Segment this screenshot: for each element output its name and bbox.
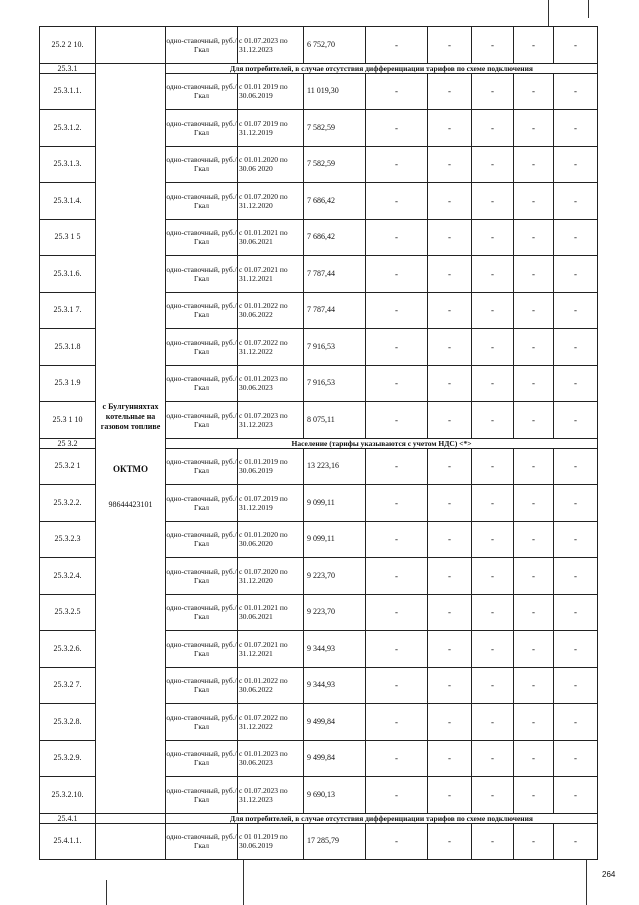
dash-cell: - xyxy=(472,521,514,558)
dash-cell: - xyxy=(472,365,514,402)
row-rate: 17 285,79 xyxy=(304,823,366,860)
dash-cell: - xyxy=(554,448,598,485)
dash-cell: - xyxy=(428,594,472,631)
oktmo-label: ОКТМО xyxy=(113,463,148,474)
row-rate: 9 499,84 xyxy=(304,704,366,741)
dash-cell: - xyxy=(554,704,598,741)
row-period: с 01.01.2020 по 30.06.2020 xyxy=(238,521,304,558)
row-unit: одно-ставочный, руб./Гкал xyxy=(166,631,238,668)
dash-cell: - xyxy=(472,219,514,256)
dash-cell: - xyxy=(472,292,514,329)
row-code: 25.2 2 10. xyxy=(40,27,96,64)
row-code: 25.3.2 1 xyxy=(40,448,96,485)
dash-cell: - xyxy=(366,292,428,329)
dash-cell: - xyxy=(554,365,598,402)
dash-cell: - xyxy=(428,631,472,668)
row-code: 25.3.1.1. xyxy=(40,73,96,110)
dash-cell: - xyxy=(472,256,514,293)
dash-cell: - xyxy=(514,146,554,183)
row-rate: 7 686,42 xyxy=(304,219,366,256)
row-period: с 01.07.2023 по 31.12.2023 xyxy=(238,777,304,814)
dash-cell: - xyxy=(514,110,554,147)
dash-cell: - xyxy=(514,27,554,64)
dash-cell: - xyxy=(472,27,514,64)
row-rate: 7 582,59 xyxy=(304,110,366,147)
scan-line xyxy=(586,860,587,905)
row-unit: одно-ставочный, руб./Гкал xyxy=(166,329,238,366)
dash-cell: - xyxy=(428,667,472,704)
row-rate: 8 075,11 xyxy=(304,402,366,439)
row-unit: одно-ставочный, руб./Гкал xyxy=(166,365,238,402)
row-unit: одно-ставочный, руб./Гкал xyxy=(166,558,238,595)
row-unit: одно-ставочный, руб./Гкал xyxy=(166,777,238,814)
row-unit: одно-ставочный, руб./Гкал xyxy=(166,521,238,558)
row-unit: одно-ставочный, руб./Гкал xyxy=(166,740,238,777)
row-code: 25.3.2.8. xyxy=(40,704,96,741)
row-period: с 01.01.2023 по 30.06.2023 xyxy=(238,740,304,777)
table-body xyxy=(40,27,598,860)
dash-cell: - xyxy=(514,521,554,558)
row-period: с 01.01.2022 по 30.06.2022 xyxy=(238,292,304,329)
row-rate: 7 787,44 xyxy=(304,256,366,293)
dash-cell: - xyxy=(428,448,472,485)
dash-cell: - xyxy=(554,485,598,522)
row-code: 25.3.2.5 xyxy=(40,594,96,631)
dash-cell: - xyxy=(428,402,472,439)
row-rate: 7 686,42 xyxy=(304,183,366,220)
dash-cell: - xyxy=(366,631,428,668)
dash-cell: - xyxy=(428,146,472,183)
row-code: 25.3.2.6. xyxy=(40,631,96,668)
row-period: с 01.01.2023 по 30.06.2023 xyxy=(238,365,304,402)
dash-cell: - xyxy=(472,329,514,366)
dash-cell: - xyxy=(428,704,472,741)
dash-cell: - xyxy=(472,402,514,439)
dash-cell: - xyxy=(366,667,428,704)
empty-cell xyxy=(96,27,166,64)
dash-cell: - xyxy=(554,740,598,777)
dash-cell: - xyxy=(472,183,514,220)
dash-cell: - xyxy=(366,521,428,558)
row-unit: одно-ставочный, руб./Гкал xyxy=(166,594,238,631)
dash-cell: - xyxy=(428,110,472,147)
dash-cell: - xyxy=(514,448,554,485)
location-name: с Булгунняхтах котельные на газовом топливе xyxy=(100,401,161,431)
dash-cell: - xyxy=(554,110,598,147)
page-number: 264 xyxy=(602,870,616,879)
dash-cell: - xyxy=(366,704,428,741)
scan-line xyxy=(548,0,549,26)
row-period: с 01.01.2020 по 30.06 2020 xyxy=(238,146,304,183)
scan-line xyxy=(243,860,244,905)
dash-cell: - xyxy=(472,740,514,777)
dash-cell: - xyxy=(366,594,428,631)
row-period: с 01 01.2019 по 30.06.2019 xyxy=(238,823,304,860)
row-rate: 9 499,84 xyxy=(304,740,366,777)
row-code: 25.3.2 7. xyxy=(40,667,96,704)
dash-cell: - xyxy=(514,365,554,402)
row-code: 25.3.2.10. xyxy=(40,777,96,814)
row-unit: одно-ставочный, руб./Гкал xyxy=(166,27,238,64)
oktmo-code: 98644423101 xyxy=(108,499,153,509)
dash-cell: - xyxy=(554,256,598,293)
row-rate: 9 223,70 xyxy=(304,558,366,595)
dash-cell: - xyxy=(366,27,428,64)
dash-cell: - xyxy=(366,823,428,860)
dash-cell: - xyxy=(472,110,514,147)
row-unit: одно-ставочный, руб./Гкал xyxy=(166,110,238,147)
dash-cell: - xyxy=(554,631,598,668)
row-rate: 9 344,93 xyxy=(304,667,366,704)
dash-cell: - xyxy=(366,146,428,183)
dash-cell: - xyxy=(428,740,472,777)
row-code: 25.3 1.9 xyxy=(40,365,96,402)
dash-cell: - xyxy=(428,823,472,860)
dash-cell: - xyxy=(514,558,554,595)
dash-cell: - xyxy=(514,219,554,256)
scan-line xyxy=(588,0,589,18)
empty-cell xyxy=(96,813,166,823)
row-period: с 01.01 2019 по 30.06.2019 xyxy=(238,73,304,110)
dash-cell: - xyxy=(514,740,554,777)
row-code: 25.3.1.8 xyxy=(40,329,96,366)
dash-cell: - xyxy=(366,777,428,814)
row-rate: 13 223,16 xyxy=(304,448,366,485)
row-period: с 01.07.2021 по 31.12.2021 xyxy=(238,256,304,293)
dash-cell: - xyxy=(472,73,514,110)
row-rate: 6 752,70 xyxy=(304,27,366,64)
dash-cell: - xyxy=(554,329,598,366)
location-cell xyxy=(96,63,166,813)
dash-cell: - xyxy=(554,292,598,329)
dash-cell: - xyxy=(514,823,554,860)
dash-cell: - xyxy=(366,183,428,220)
dash-cell: - xyxy=(472,823,514,860)
dash-cell: - xyxy=(472,448,514,485)
row-period: с 01.07.2022 по 31.12.2022 xyxy=(238,704,304,741)
row-period: с 01.01.2021 по 30.06.2021 xyxy=(238,219,304,256)
dash-cell: - xyxy=(472,667,514,704)
dash-cell: - xyxy=(554,521,598,558)
dash-cell: - xyxy=(514,329,554,366)
row-code: 25.3.1.3. xyxy=(40,146,96,183)
dash-cell: - xyxy=(554,183,598,220)
dash-cell: - xyxy=(472,485,514,522)
dash-cell: - xyxy=(514,485,554,522)
section-row xyxy=(40,813,598,823)
section-row xyxy=(40,63,598,73)
row-code: 25.3.1 7. xyxy=(40,292,96,329)
dash-cell: - xyxy=(366,219,428,256)
dash-cell: - xyxy=(366,365,428,402)
section-title: Для потребителей, в случае отсутствия дифференциации тарифов по схеме подключения xyxy=(166,813,598,823)
row-period: с 01.07.2023 по 31.12.2023 xyxy=(238,27,304,64)
dash-cell: - xyxy=(428,183,472,220)
row-code: 25.3 1 10 xyxy=(40,402,96,439)
dash-cell: - xyxy=(366,329,428,366)
dash-cell: - xyxy=(554,594,598,631)
row-unit: одно-ставочный, руб./Гкал xyxy=(166,704,238,741)
row-period: с 01.01.2022 по 30.06.2022 xyxy=(238,667,304,704)
dash-cell: - xyxy=(366,485,428,522)
dash-cell: - xyxy=(514,292,554,329)
section-code: 25.4.1 xyxy=(40,813,96,823)
row-code: 25.3.1.6. xyxy=(40,256,96,293)
row-unit: одно-ставочный, руб./Гкал xyxy=(166,73,238,110)
row-rate: 9 223,70 xyxy=(304,594,366,631)
row-unit: одно-ставочный, руб./Гкал xyxy=(166,448,238,485)
dash-cell: - xyxy=(514,777,554,814)
dash-cell: - xyxy=(366,110,428,147)
row-rate: 7 916,53 xyxy=(304,365,366,402)
dash-cell: - xyxy=(514,256,554,293)
row-rate: 9 099,11 xyxy=(304,485,366,522)
row-code: 25.3.2.2. xyxy=(40,485,96,522)
dash-cell: - xyxy=(366,256,428,293)
dash-cell: - xyxy=(514,402,554,439)
row-rate: 7 582,59 xyxy=(304,146,366,183)
dash-cell: - xyxy=(554,146,598,183)
dash-cell: - xyxy=(554,823,598,860)
row-period: с 01.07.2023 по 31.12.2023 xyxy=(238,402,304,439)
row-period: с 01.07.2019 по 31.12.2019 xyxy=(238,485,304,522)
dash-cell: - xyxy=(472,631,514,668)
dash-cell: - xyxy=(472,594,514,631)
dash-cell: - xyxy=(554,558,598,595)
dash-cell: - xyxy=(366,558,428,595)
row-unit: одно-ставочный, руб./Гкал xyxy=(166,183,238,220)
row-rate: 9 690,13 xyxy=(304,777,366,814)
dash-cell: - xyxy=(366,402,428,439)
location-block xyxy=(96,64,165,813)
dash-cell: - xyxy=(366,73,428,110)
scan-line xyxy=(106,880,107,905)
row-unit: одно-ставочный, руб./Гкал xyxy=(166,256,238,293)
dash-cell: - xyxy=(366,448,428,485)
row-code: 25.3.2.9. xyxy=(40,740,96,777)
dash-cell: - xyxy=(428,219,472,256)
row-rate: 11 019,30 xyxy=(304,73,366,110)
section-title: Для потребителей, в случае отсутствия дифференциации тарифов по схеме подключения xyxy=(166,63,598,73)
tariff-table xyxy=(39,26,598,860)
dash-cell: - xyxy=(428,73,472,110)
dash-cell: - xyxy=(514,594,554,631)
dash-cell: - xyxy=(428,329,472,366)
row-rate: 9 344,93 xyxy=(304,631,366,668)
dash-cell: - xyxy=(514,73,554,110)
dash-cell: - xyxy=(428,365,472,402)
table-row xyxy=(40,823,598,860)
row-period: с 01.07.2022 по 31.12.2022 xyxy=(238,329,304,366)
dash-cell: - xyxy=(554,667,598,704)
row-unit: одно-ставочный, руб./Гкал xyxy=(166,219,238,256)
dash-cell: - xyxy=(514,704,554,741)
row-period: с 01.07.2020 по 31.12.2020 xyxy=(238,558,304,595)
dash-cell: - xyxy=(514,631,554,668)
row-code: 25.3.1.4. xyxy=(40,183,96,220)
dash-cell: - xyxy=(428,256,472,293)
section-code: 25.3.1 xyxy=(40,63,96,73)
section-code: 25 3.2 xyxy=(40,438,96,448)
dash-cell: - xyxy=(514,667,554,704)
row-period: с 01.01.2019 по 30.06.2019 xyxy=(238,448,304,485)
dash-cell: - xyxy=(428,521,472,558)
row-unit: одно-ставочный, руб./Гкал xyxy=(166,823,238,860)
row-code: 25.3.2.4. xyxy=(40,558,96,595)
dash-cell: - xyxy=(554,219,598,256)
row-period: с 01.07.2020 по 31.12.2020 xyxy=(238,183,304,220)
dash-cell: - xyxy=(472,558,514,595)
dash-cell: - xyxy=(554,777,598,814)
row-rate: 7 787,44 xyxy=(304,292,366,329)
row-code: 25.4.1.1. xyxy=(40,823,96,860)
dash-cell: - xyxy=(554,27,598,64)
row-rate: 7 916,53 xyxy=(304,329,366,366)
row-period: с 01.07 2019 по 31.12.2019 xyxy=(238,110,304,147)
row-unit: одно-ставочный, руб./Гкал xyxy=(166,485,238,522)
dash-cell: - xyxy=(428,292,472,329)
row-unit: одно-ставочный, руб./Гкал xyxy=(166,667,238,704)
dash-cell: - xyxy=(428,485,472,522)
row-code: 25.3 1 5 xyxy=(40,219,96,256)
dash-cell: - xyxy=(554,402,598,439)
dash-cell: - xyxy=(428,558,472,595)
dash-cell: - xyxy=(428,27,472,64)
dash-cell: - xyxy=(472,777,514,814)
dash-cell: - xyxy=(472,146,514,183)
dash-cell: - xyxy=(366,740,428,777)
row-unit: одно-ставочный, руб./Гкал xyxy=(166,292,238,329)
dash-cell: - xyxy=(514,183,554,220)
row-rate: 9 099,11 xyxy=(304,521,366,558)
dash-cell: - xyxy=(472,704,514,741)
row-code: 25.3.1.2. xyxy=(40,110,96,147)
row-unit: одно-ставочный, руб./Гкал xyxy=(166,402,238,439)
table-row xyxy=(40,27,598,64)
section-title: Население (тарифы указываются с учетом НДС) <*> xyxy=(166,438,598,448)
row-period: с 01.01.2021 по 30.06.2021 xyxy=(238,594,304,631)
row-code: 25.3.2.3 xyxy=(40,521,96,558)
dash-cell: - xyxy=(554,73,598,110)
dash-cell: - xyxy=(428,777,472,814)
row-period: с 01.07.2021 по 31.12.2021 xyxy=(238,631,304,668)
row-unit: одно-ставочный, руб./Гкал xyxy=(166,146,238,183)
empty-cell xyxy=(96,823,166,860)
